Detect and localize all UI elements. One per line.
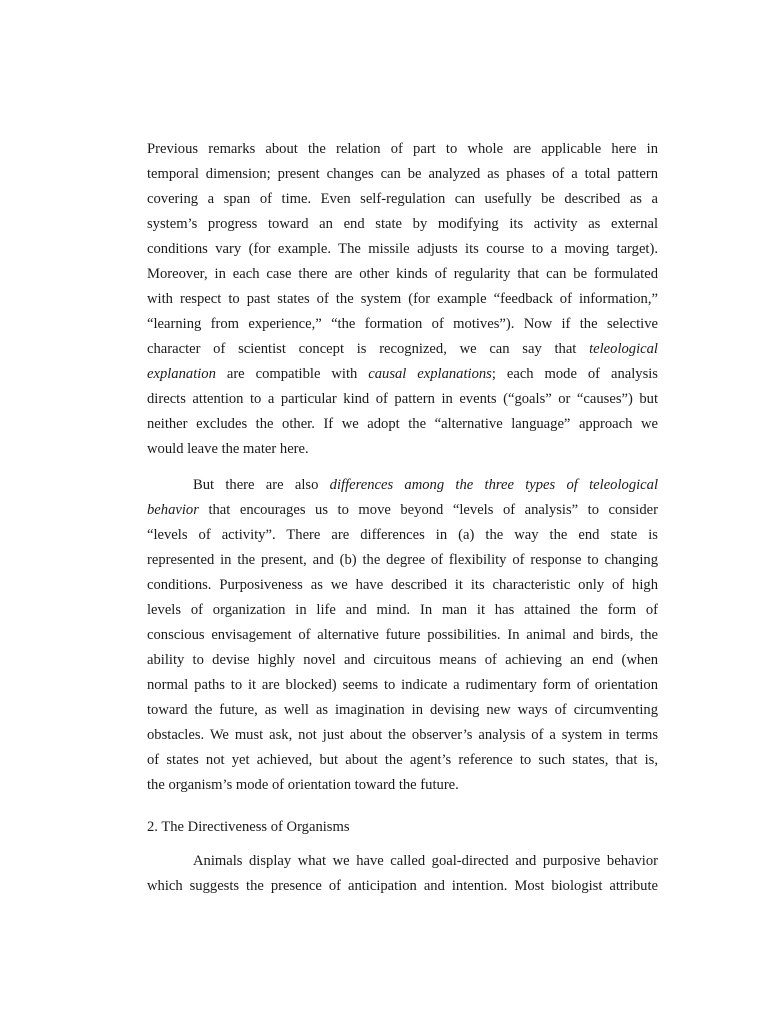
italic-term: explanation xyxy=(147,366,216,382)
text-run: that encourages us to move beyond “levels of analysis” to consider xyxy=(208,502,658,518)
text-line: levels of organization in life and mind. In man it has attained the form of xyxy=(147,602,658,618)
text-line: ability to devise highly novel and circuitous means of achieving an end (when xyxy=(147,652,658,668)
text-line: “learning from experience,” “the formation of motives”). Now if the selective xyxy=(147,316,658,332)
text-run: But there are also xyxy=(193,477,319,493)
text-line: which suggests the presence of anticipation and intention. Most biologist attribute xyxy=(147,878,658,894)
section-heading-block xyxy=(147,815,658,840)
text-line: with respect to past states of the system (for example “feedback of information,” xyxy=(147,291,658,307)
text-line: neither excludes the other. If we adopt the “alternative language” approach we xyxy=(147,416,658,432)
paragraph-2 xyxy=(147,473,658,798)
text-line-mixed xyxy=(147,362,658,387)
italic-term: teleological xyxy=(589,341,658,357)
text-line: conscious envisagement of alternative future possibilities. In animal and birds, the xyxy=(147,627,658,643)
text-line-mixed xyxy=(147,498,658,523)
text-line: normal paths to it are blocked) seems to indicate a rudimentary form of orientation xyxy=(147,677,658,693)
text-line: obstacles. We must ask, not just about the observer’s analysis of a system in terms xyxy=(147,727,658,743)
text-line: conditions. Purposiveness as we have described it its characteristic only of high xyxy=(147,577,658,593)
text-line: Animals display what we have called goal-directed and purposive behavior xyxy=(193,853,658,869)
text-line: temporal dimension; present changes can be analyzed as phases of a total pattern xyxy=(147,166,658,182)
text-line: the organism’s mode of orientation toward the future. xyxy=(147,777,459,793)
text-line: toward the future, as well as imagination in devising new ways of circumventing xyxy=(147,702,658,718)
italic-term: causal explanations xyxy=(368,366,492,382)
text-line: would leave the mater here. xyxy=(147,441,309,457)
italic-term: differences among the three types of teleological xyxy=(329,477,658,493)
paragraph-1 xyxy=(147,137,658,462)
italic-term: behavior xyxy=(147,502,199,518)
text-line: Previous remarks about the relation of part to whole are applicable here in xyxy=(147,141,658,157)
text-line: system’s progress toward an end state by modifying its activity as external xyxy=(147,216,658,232)
text-line: Moreover, in each case there are other kinds of regularity that can be formulated xyxy=(147,266,658,282)
text-run: are compatible with xyxy=(226,366,358,382)
section-heading: 2. The Directiveness of Organisms xyxy=(147,819,350,835)
text-line: directs attention to a particular kind of pattern in events (“goals” or “causes”) but xyxy=(147,391,658,407)
text-line: represented in the present, and (b) the degree of flexibility of response to changing xyxy=(147,552,658,568)
paragraph-3 xyxy=(147,849,658,899)
text-line: “levels of activity”. There are differences in (a) the way the end state is xyxy=(147,527,658,543)
text-run: ; each mode of analysis xyxy=(491,366,658,382)
text-line: of states not yet achieved, but about the agent’s reference to such states, that is, xyxy=(147,752,658,768)
text-line-mixed xyxy=(147,337,658,362)
text-line-mixed xyxy=(147,473,658,498)
text-line: covering a span of time. Even self-regulation can usefully be described as a xyxy=(147,191,658,207)
text-line: conditions vary (for example. The missile adjusts its course to a moving target). xyxy=(147,241,658,257)
text-run: character of scientist concept is recognized, we can say that xyxy=(147,341,577,357)
